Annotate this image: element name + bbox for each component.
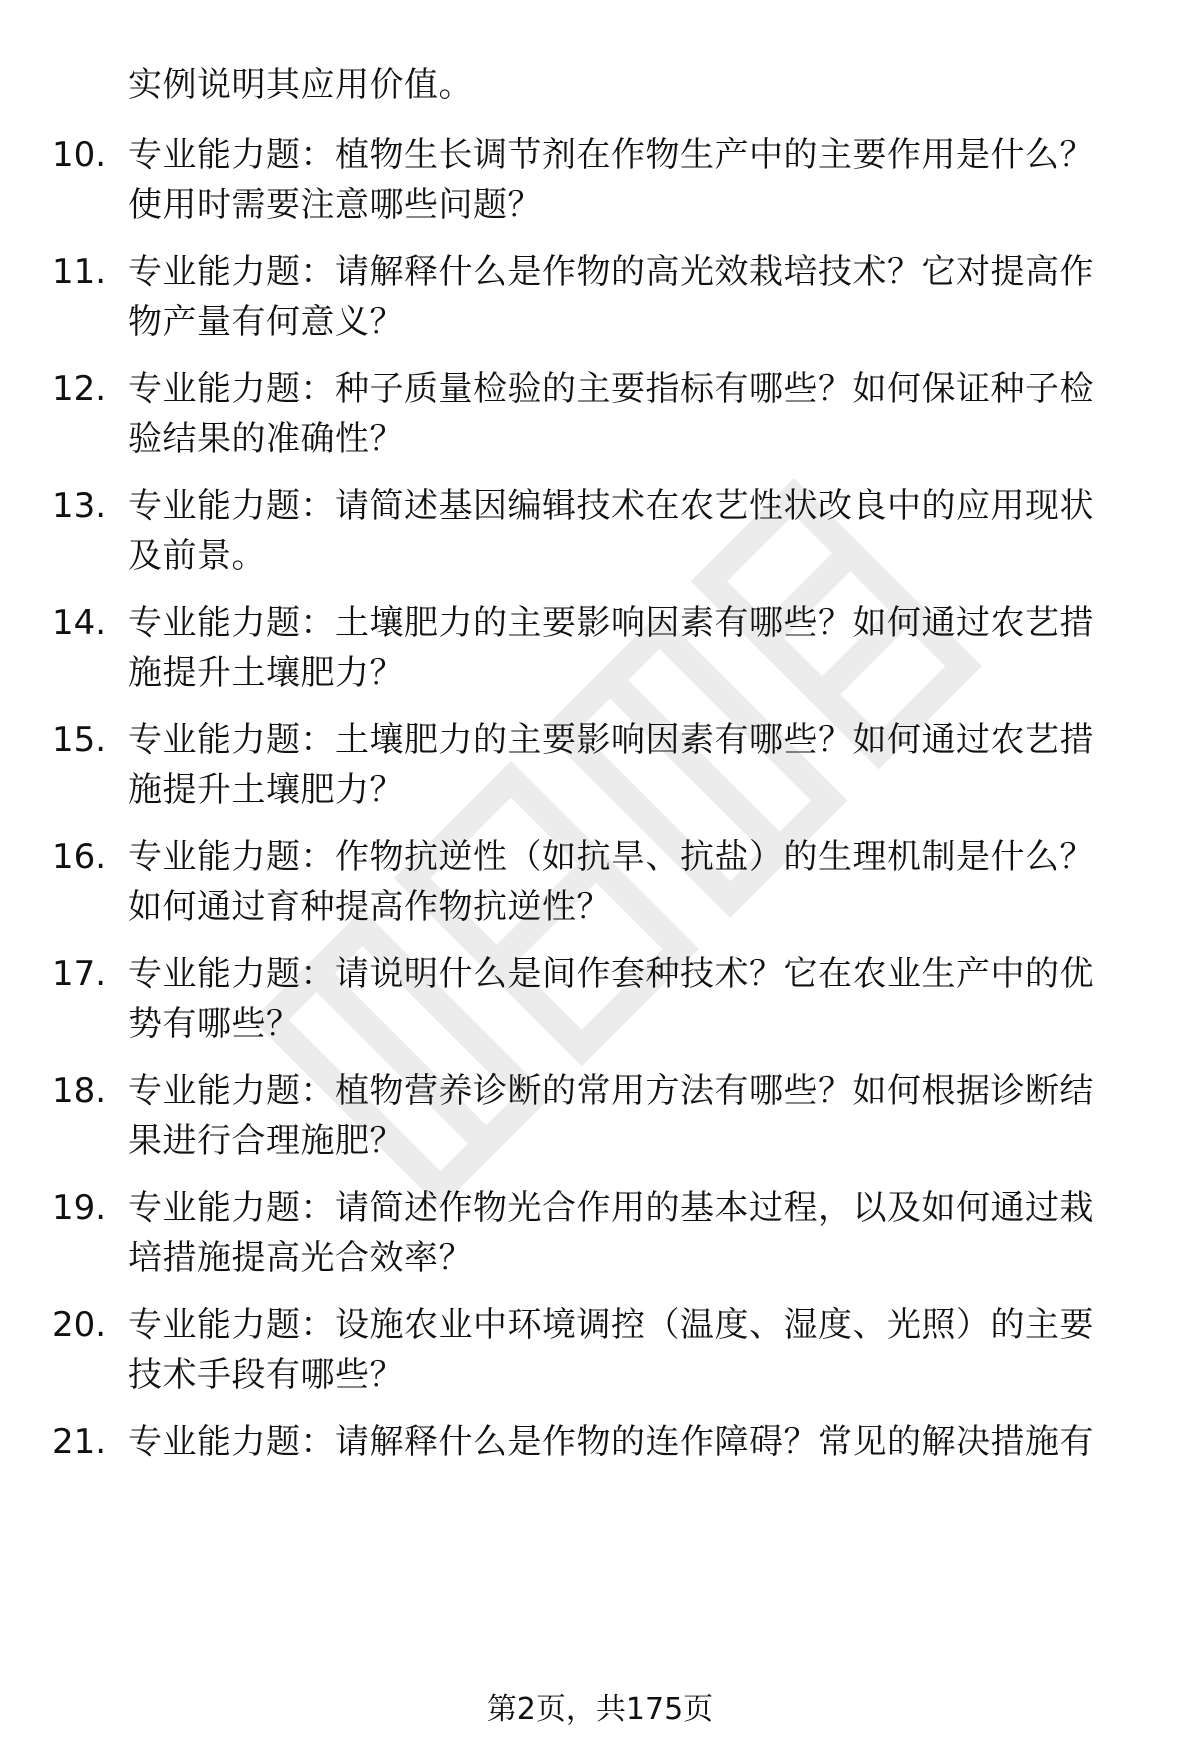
question-text-line-1: 专业能力题：请解释什么是作物的高光效栽培技术？它对提高作 <box>128 252 1094 292</box>
question-text-line-1: 专业能力题：土壤肥力的主要影响因素有哪些？如何通过农艺措 <box>128 603 1094 643</box>
question-item <box>0 1183 1200 1293</box>
question-text-line-1: 专业能力题：植物营养诊断的常用方法有哪些？如何根据诊断结 <box>128 1071 1094 1111</box>
question-item <box>0 364 1200 474</box>
question-number: 11. <box>52 252 107 292</box>
question-text-line-2: 施提升土壤肥力？ <box>128 653 404 693</box>
question-item <box>0 832 1200 942</box>
question-text-line-2: 如何通过育种提高作物抗逆性？ <box>128 887 611 927</box>
question-text-line-1: 专业能力题：作物抗逆性（如抗旱、抗盐）的生理机制是什么？ <box>128 837 1094 877</box>
question-text-line-1: 专业能力题：植物生长调节剂在作物生产中的主要作用是什么？ <box>128 135 1094 175</box>
question-text-line-2: 培措施提高光合效率？ <box>128 1238 473 1278</box>
question-number: 18. <box>52 1071 107 1111</box>
question-number: 14. <box>52 603 107 643</box>
question-text-line-1: 专业能力题：请解释什么是作物的连作障碍？常见的解决措施有 <box>128 1422 1094 1462</box>
question-text-line-2: 物产量有何意义？ <box>128 302 404 342</box>
question-item <box>0 1300 1200 1410</box>
question-number: 13. <box>52 486 107 526</box>
question-text-line-1: 专业能力题：土壤肥力的主要影响因素有哪些？如何通过农艺措 <box>128 720 1094 760</box>
question-text-line-2: 验结果的准确性？ <box>128 419 404 459</box>
question-text-line-1: 专业能力题：请简述基因编辑技术在农艺性状改良中的应用现状 <box>128 486 1094 526</box>
question-item <box>0 1417 1200 1527</box>
question-number: 12. <box>52 369 107 409</box>
question-item <box>0 949 1200 1059</box>
continuation-text: 实例说明其应用价值。 <box>128 65 473 105</box>
page-indicator: 第2页，共175页 <box>486 1692 714 1727</box>
question-item <box>0 481 1200 591</box>
question-text-line-2: 施提升土壤肥力？ <box>128 770 404 810</box>
question-number: 21. <box>52 1422 107 1462</box>
question-number: 19. <box>52 1188 107 1228</box>
question-text-line-1: 专业能力题：请说明什么是间作套种技术？它在农业生产中的优 <box>128 954 1094 994</box>
question-text-line-2: 技术手段有哪些？ <box>128 1355 404 1395</box>
question-text-line-2: 势有哪些？ <box>128 1004 301 1044</box>
question-text-line-1: 专业能力题：种子质量检验的主要指标有哪些？如何保证种子检 <box>128 369 1094 409</box>
question-item <box>0 247 1200 357</box>
question-item <box>0 715 1200 825</box>
question-item <box>0 1066 1200 1176</box>
question-number: 16. <box>52 837 107 877</box>
question-text-line-2: 果进行合理施肥？ <box>128 1121 404 1161</box>
question-number: 15. <box>52 720 107 760</box>
question-item <box>0 130 1200 240</box>
question-text-line-1: 专业能力题：请简述作物光合作用的基本过程，以及如何通过栽 <box>128 1188 1094 1228</box>
question-text-line-2: 使用时需要注意哪些问题？ <box>128 185 542 225</box>
question-number: 20. <box>52 1305 107 1345</box>
question-number: 10. <box>52 135 107 175</box>
question-item <box>0 598 1200 708</box>
question-text-line-2: 及前景。 <box>128 536 266 576</box>
question-number: 17. <box>52 954 107 994</box>
question-text-line-1: 专业能力题：设施农业中环境调控（温度、湿度、光照）的主要 <box>128 1305 1094 1345</box>
